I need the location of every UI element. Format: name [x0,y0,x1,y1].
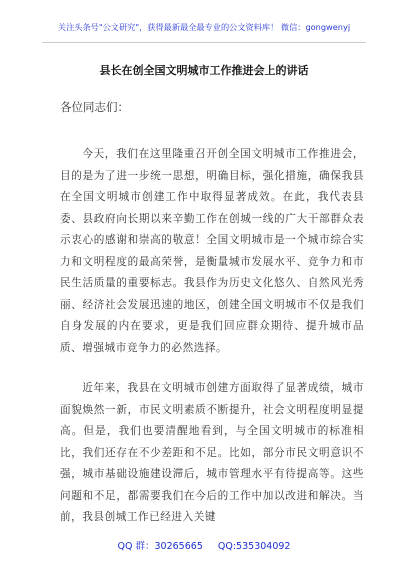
footer-contacts [0,538,408,552]
paragraph: 今天，我们在这里隆重召开创全国文明城市工作推进会，目的是为了进一步统一思想，明确目标，强化措施，确保我县在全国文明城市创建工作中取得显著成效。在此，我代表县委、县政府向长期以来辛勤工作在创城一线的广大干部群众表示衷心的感谢和崇高的敬意！全国文明城市是一个城市综合实力和文明程度的最高荣誉，是衡量城市发展水平、竞争力和市民生活质量的重要标志。我县作为历史文化悠久、自然风光秀丽、经济社会发展迅速的地区，创建全国文明城市不仅是我们自身发展的内在要求，更是我们回应群众期待、提升城市品质、增强城市竞争力的必然选择。 [60,148,364,354]
paragraph: 近年来，我县在文明城市创建方面取得了显著成绩，城市面貌焕然一新，市民文明素质不断提升，社会文明程度明显提高。但是，我们也要清醒地看到，与全国文明城市的标准相比，我们还存在不少差距和不足。比如，部分市民文明意识不强，城市基础设施建设滞后，城市管理水平有待提高等。这些问题和不足，都需要我们在今后的工作中加以改进和解决。当前，我县创城工作已经进入关键 [60,382,364,523]
footer-qq-group: QQ 群：30265665 [117,541,203,552]
document-title: 县长在创全国文明城市工作推进会上的讲话 [99,64,309,77]
footer-qq-contact: QQ:535304092 [217,541,291,552]
header-notice: 关注头条号"公文研究"，获得最新最全最专业的公文资料库！ 微信：gongwenyj [57,22,351,32]
salutation: 各位同志们： [60,100,129,114]
header-divider [42,42,366,43]
